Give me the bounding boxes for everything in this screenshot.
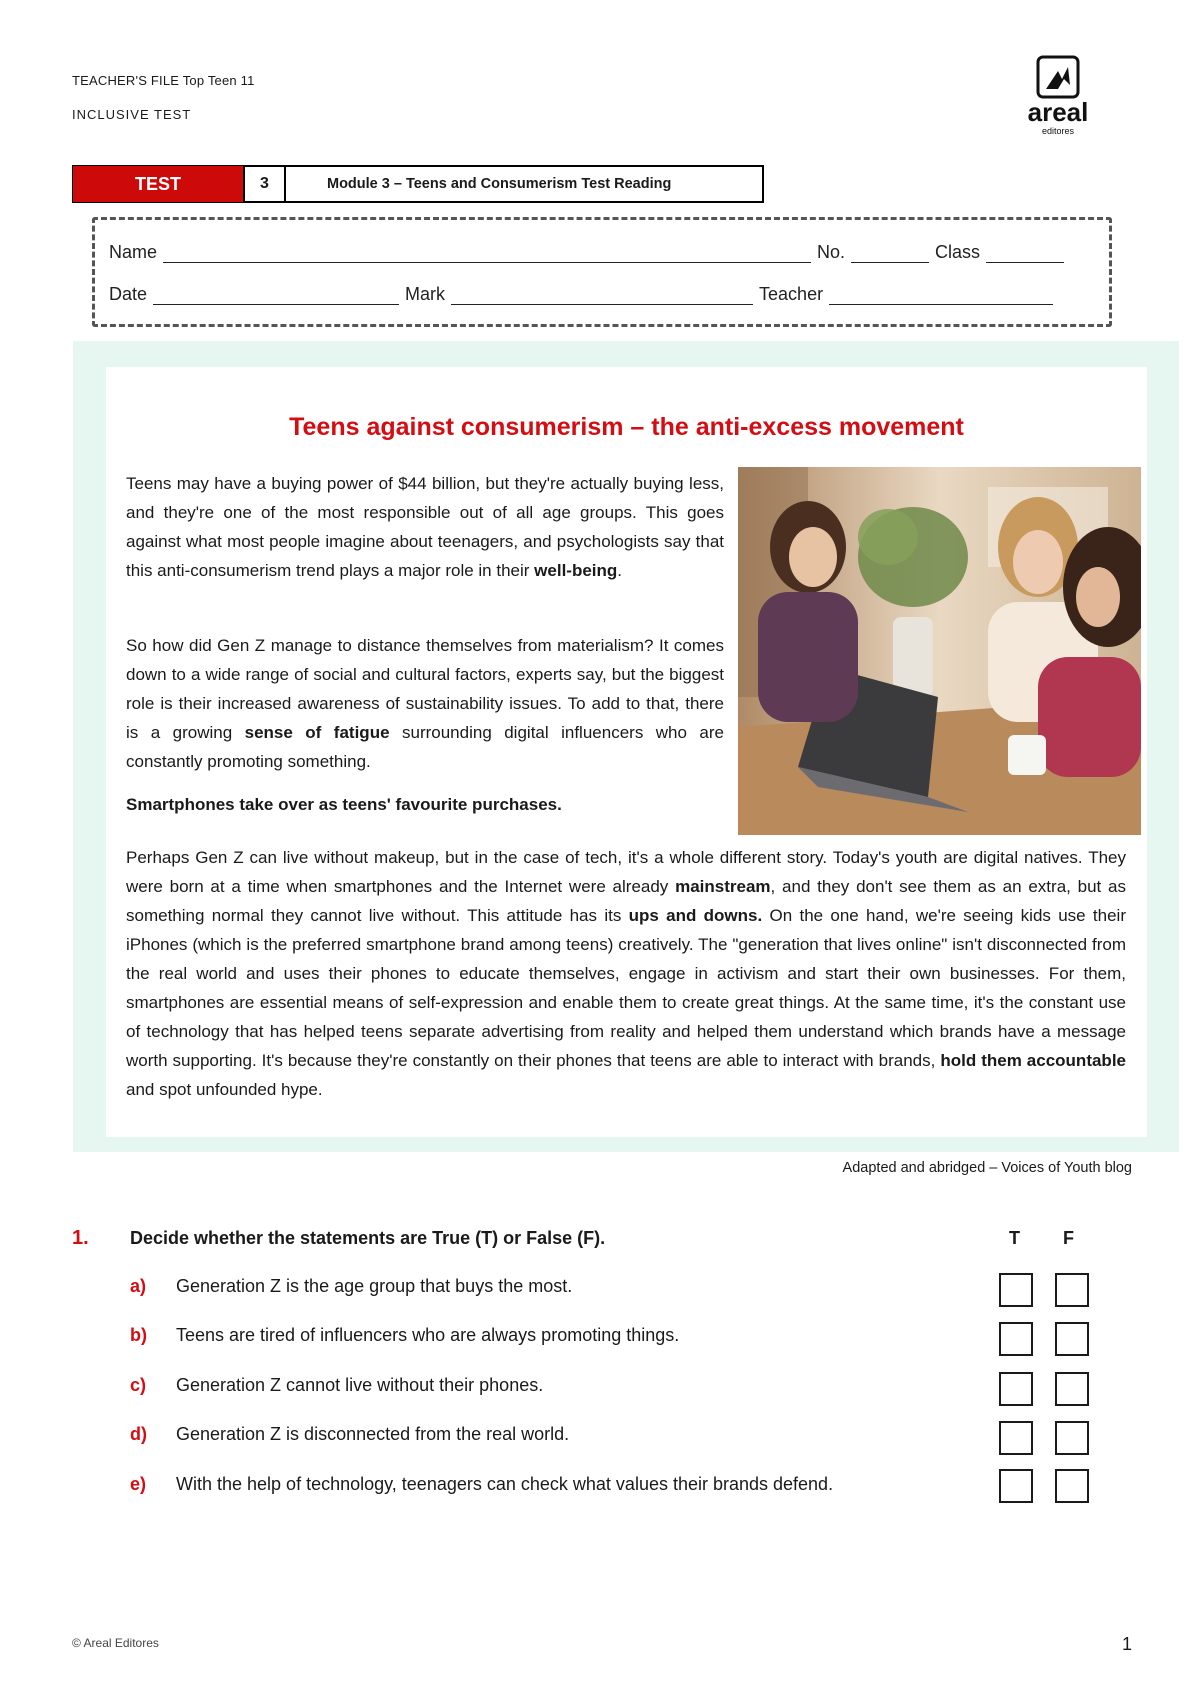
- info-row-2: [109, 284, 1059, 305]
- paragraph-2: So how did Gen Z manage to distance themselves from materialism? It comes down to a wide range of social and cultural factors, experts say, but the biggest role is their increased awareness of sustainability issues. To add to that, there is a growing sense of fatigue surrounding digital influencers who are constantly promoting something.: [126, 636, 724, 771]
- false-checkbox-e[interactable]: [1055, 1469, 1089, 1503]
- areal-logo-icon: [1010, 55, 1110, 139]
- paragraph-3: Perhaps Gen Z can live without makeup, but in the case of tech, it's a whole different story. Today's youth are digital natives. They were born at a time when smartphones and the Internet were already mainstream, and they don't see them as an extra, but as something normal they cannot live without. This attitude has its ups and downs. On the one hand, we're seeing kids use their iPhones (which is the preferred smartphone brand among teens) creatively. The "generation that lives online" isn't disconnected from the real world and uses their phones to educate themselves, engage in activism and start their own businesses. For them, smartphones are essential means of self-expression and enable them to create great things. At the same time, it's the constant use of technology that has helped teens separate advertising from reality and helped them understand which brands have a message worth supporting. It's because they're constantly on their phones that teens are able to interact with brands, hold them accountable and spot unfounded hype.: [126, 848, 1127, 1099]
- statement-d: d) Generation Z is disconnected from the real world.: [130, 1424, 570, 1444]
- statement-e: e) With the help of technology, teenagers can check what values their brands defend.: [130, 1474, 834, 1494]
- number-label: No.: [817, 242, 846, 262]
- test-label: TEST: [72, 165, 244, 203]
- true-checkbox-d[interactable]: [999, 1421, 1033, 1455]
- statement-b: b) Teens are tired of influencers who are always promoting things.: [130, 1325, 680, 1345]
- class-field[interactable]: [986, 245, 1064, 263]
- date-field[interactable]: [153, 287, 399, 305]
- test-number: 3: [244, 165, 286, 203]
- teacher-field[interactable]: [829, 287, 1053, 305]
- article-subheading: Smartphones take over as teens' favourite purchases.: [126, 795, 562, 814]
- false-checkbox-b[interactable]: [1055, 1322, 1089, 1356]
- article-title: Teens against consumerism – the anti-excess movement: [289, 413, 964, 441]
- test-title: Module 3 – Teens and Consumerism Test Reading: [286, 165, 764, 203]
- student-info-box: [92, 217, 1112, 327]
- info-row-1: [109, 242, 1070, 263]
- header-file-label: TEACHER'S FILE Top Teen 11: [72, 73, 255, 88]
- footer-copyright: © Areal Editores: [72, 1636, 159, 1650]
- statement-a: a) Generation Z is the age group that buys the most.: [130, 1276, 573, 1296]
- number-field[interactable]: [851, 245, 929, 263]
- name-label: Name: [109, 242, 158, 262]
- teens-at-table-photo: [738, 467, 1141, 835]
- paragraph-1: Teens may have a buying power of $44 billion, but they're actually buying less, and they're one of the most responsible out of all age groups. This goes against what most people imagine about teenagers, and psychologists say that this anti-consumerism trend plays a major role in their well-being.: [126, 474, 724, 580]
- false-checkbox-a[interactable]: [1055, 1273, 1089, 1307]
- article: [106, 367, 1147, 1137]
- name-field[interactable]: [163, 245, 811, 263]
- page-number: 1: [1122, 1634, 1133, 1654]
- mark-label: Mark: [405, 284, 446, 304]
- teacher-label: Teacher: [759, 284, 824, 304]
- false-column-label: F: [1063, 1228, 1074, 1248]
- test-bar: [72, 165, 764, 203]
- false-checkbox-d[interactable]: [1055, 1421, 1089, 1455]
- svg-text:areal: areal: [1027, 97, 1089, 127]
- question-instruction: Decide whether the statements are True (T) or False (F).: [130, 1228, 606, 1248]
- header-test-type: INCLUSIVE TEST: [72, 107, 192, 122]
- class-label: Class: [935, 242, 981, 262]
- mark-field[interactable]: [451, 287, 753, 305]
- true-checkbox-b[interactable]: [999, 1322, 1033, 1356]
- true-checkbox-e[interactable]: [999, 1469, 1033, 1503]
- true-checkbox-a[interactable]: [999, 1273, 1033, 1307]
- date-label: Date: [109, 284, 148, 304]
- source-credit: Adapted and abridged – Voices of Youth blog: [842, 1160, 1132, 1176]
- question-number: 1.: [72, 1227, 89, 1249]
- statement-c: c) Generation Z cannot live without their phones.: [130, 1375, 544, 1395]
- true-column-label: T: [1009, 1228, 1020, 1248]
- svg-text:editores: editores: [1041, 126, 1075, 136]
- true-checkbox-c[interactable]: [999, 1372, 1033, 1406]
- false-checkbox-c[interactable]: [1055, 1372, 1089, 1406]
